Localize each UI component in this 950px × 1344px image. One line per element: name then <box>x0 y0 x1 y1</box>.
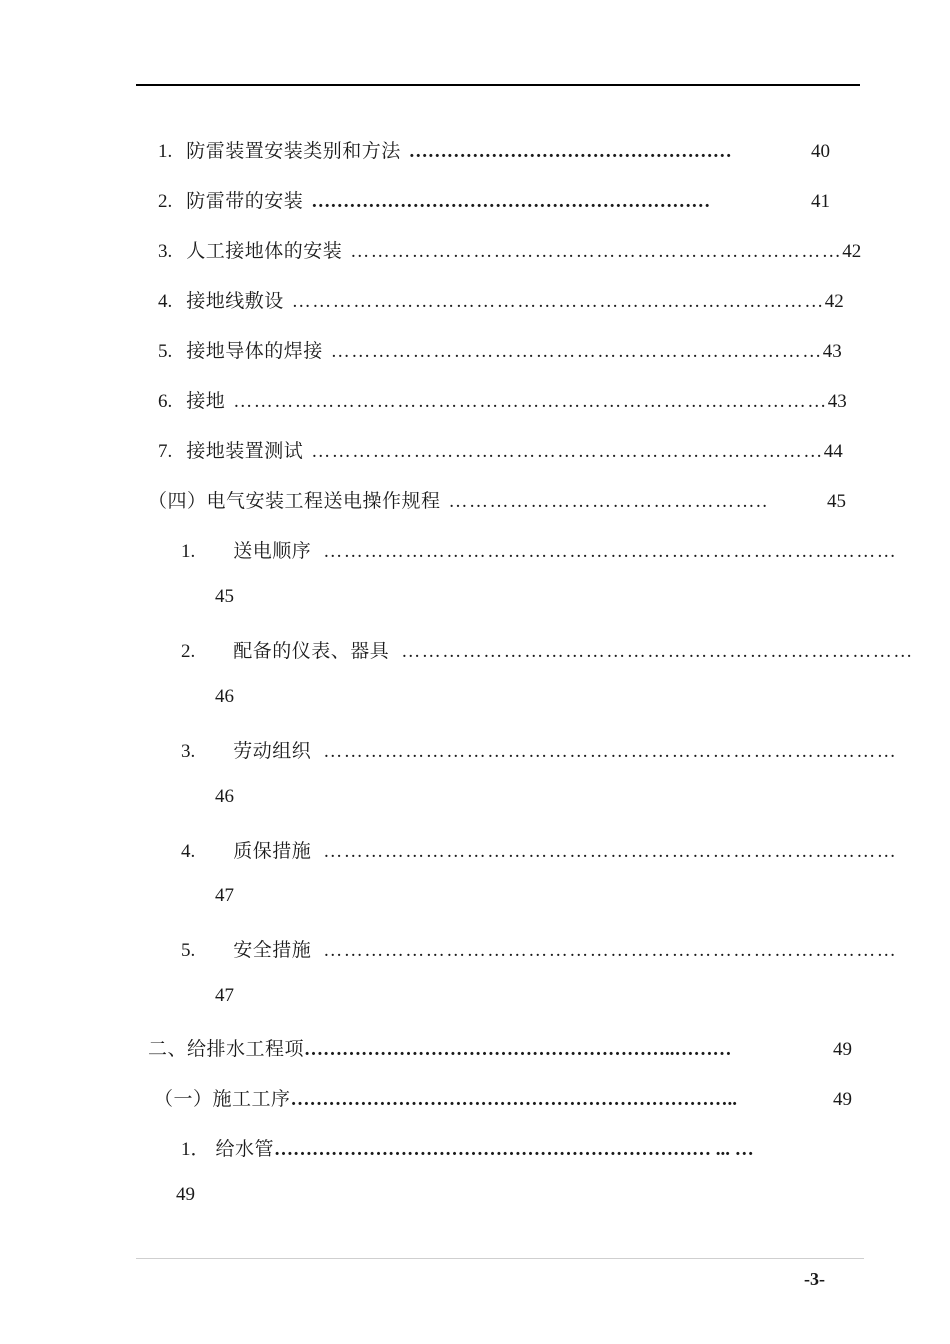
toc-page-number: 43 <box>822 341 842 362</box>
header-rule <box>136 84 860 86</box>
toc-entry-label: 安全措施 <box>233 939 312 961</box>
toc-leader-dots: ………………………………………………………………… <box>311 441 824 462</box>
toc-section-entry[interactable] <box>148 486 846 516</box>
toc-page-number: 44 <box>823 441 843 462</box>
toc-leader-dots: …………………………………………… <box>408 141 732 162</box>
toc-entry[interactable] <box>158 236 862 266</box>
page-number: -3- <box>804 1269 825 1289</box>
toc-entry[interactable] <box>158 286 844 316</box>
toc-entry[interactable] <box>181 836 898 866</box>
toc-page-number: 47 <box>215 885 234 906</box>
toc-entry-label: 配备的仪表、器具 <box>233 640 390 662</box>
toc-entry[interactable] <box>181 1134 859 1164</box>
toc-entry-number: 3. <box>158 241 173 262</box>
toc-entry-number: 1． <box>181 1139 210 1160</box>
toc-entry-number: 4. <box>181 841 196 862</box>
toc-entry-label: 接地装置测试 <box>186 440 304 462</box>
toc-entry-number: 4. <box>158 291 173 312</box>
toc-entry-label: 防雷带的安装 <box>186 190 304 212</box>
toc-leader-dots: …………………………………………………………………… <box>291 291 825 312</box>
toc-entry-number: 3. <box>181 741 196 762</box>
toc-entry-number: 1. <box>181 541 196 562</box>
toc-entry[interactable] <box>181 636 914 666</box>
toc-entry-number: 6. <box>158 391 173 412</box>
toc-leader-dots: ………………………………………………………………… <box>401 641 914 662</box>
toc-leader-dots: ………………………………………………………………………… <box>323 841 898 862</box>
toc-entry-label: 接地 <box>186 390 226 412</box>
toc-leader-dots: …………………………………………………………… ... … <box>274 1139 754 1160</box>
toc-entry-number: 2. <box>181 641 196 662</box>
toc-leader-dots: ………………………………………………………………………… <box>323 940 898 961</box>
toc-leader-dots: ………………………………………………………………………… <box>323 741 898 762</box>
toc-page-number: 49 <box>833 1089 852 1110</box>
toc-leader-dots: ……………………………………………………………… <box>330 341 823 362</box>
toc-chapter-label: 二、给排水工程项 <box>148 1038 305 1060</box>
toc-entry[interactable] <box>158 186 830 216</box>
toc-page-number: 45 <box>827 491 846 512</box>
toc-entry-label: 送电顺序 <box>233 540 312 562</box>
toc-entry-number: 1. <box>158 141 173 162</box>
toc-entry[interactable] <box>181 935 898 965</box>
toc-page-number: 42 <box>824 291 844 312</box>
toc-section-label: （四）电气安装工程送电操作规程 <box>148 490 441 512</box>
toc-entry[interactable] <box>181 736 898 766</box>
toc-page-number: 47 <box>215 985 234 1006</box>
toc-page-number: 46 <box>215 786 234 807</box>
toc-entry-label: 接地导体的焊接 <box>186 340 323 362</box>
toc-entry-label: 质保措施 <box>233 840 312 862</box>
toc-leader-dots: ……………………………………………………… <box>311 191 711 212</box>
toc-entry-label: 给水管 <box>215 1138 275 1160</box>
toc-entry-label: 防雷装置安装类别和方法 <box>186 140 401 162</box>
toc-page-number: 43 <box>827 391 847 412</box>
toc-entry-label: 人工接地体的安装 <box>186 240 343 262</box>
toc-entry-label: 劳动组织 <box>233 740 312 762</box>
toc-page-number: 49 <box>176 1184 195 1205</box>
toc-chapter-entry[interactable] <box>148 1034 852 1064</box>
toc-entry-number: 5. <box>158 341 173 362</box>
toc-leader-dots: ……………………………………….. <box>448 491 769 512</box>
toc-section-entry[interactable] <box>154 1084 852 1114</box>
toc-page-number: 41 <box>811 191 830 212</box>
toc-page-number: 46 <box>215 686 234 707</box>
toc-entry[interactable] <box>158 336 842 366</box>
toc-leader-dots: ……………………………………………………………… <box>350 241 843 262</box>
toc-entry[interactable] <box>158 136 830 166</box>
toc-entry-label: 接地线敷设 <box>186 290 284 312</box>
toc-entry[interactable] <box>158 436 843 466</box>
footer-rule <box>136 1258 864 1259</box>
toc-section-label: （一）施工工序 <box>154 1088 291 1110</box>
toc-leader-dots: …………………………………………………………….. <box>290 1089 738 1110</box>
toc-leader-dots: …………………………………………………..……… <box>304 1039 732 1060</box>
toc-page-number: 40 <box>811 141 830 162</box>
toc-entry-number: 7. <box>158 441 173 462</box>
toc-page-number: 45 <box>215 586 234 607</box>
toc-entry[interactable] <box>181 536 898 566</box>
toc-page-number: 49 <box>833 1039 852 1060</box>
toc-leader-dots: ………………………………………………………………………… <box>323 541 898 562</box>
toc-entry-number: 5. <box>181 940 196 961</box>
toc-leader-dots: …………………………………………………………………………… <box>233 391 828 412</box>
toc-entry[interactable] <box>158 386 847 416</box>
toc-entry-number: 2. <box>158 191 173 212</box>
toc-page-number: 42 <box>842 241 862 262</box>
